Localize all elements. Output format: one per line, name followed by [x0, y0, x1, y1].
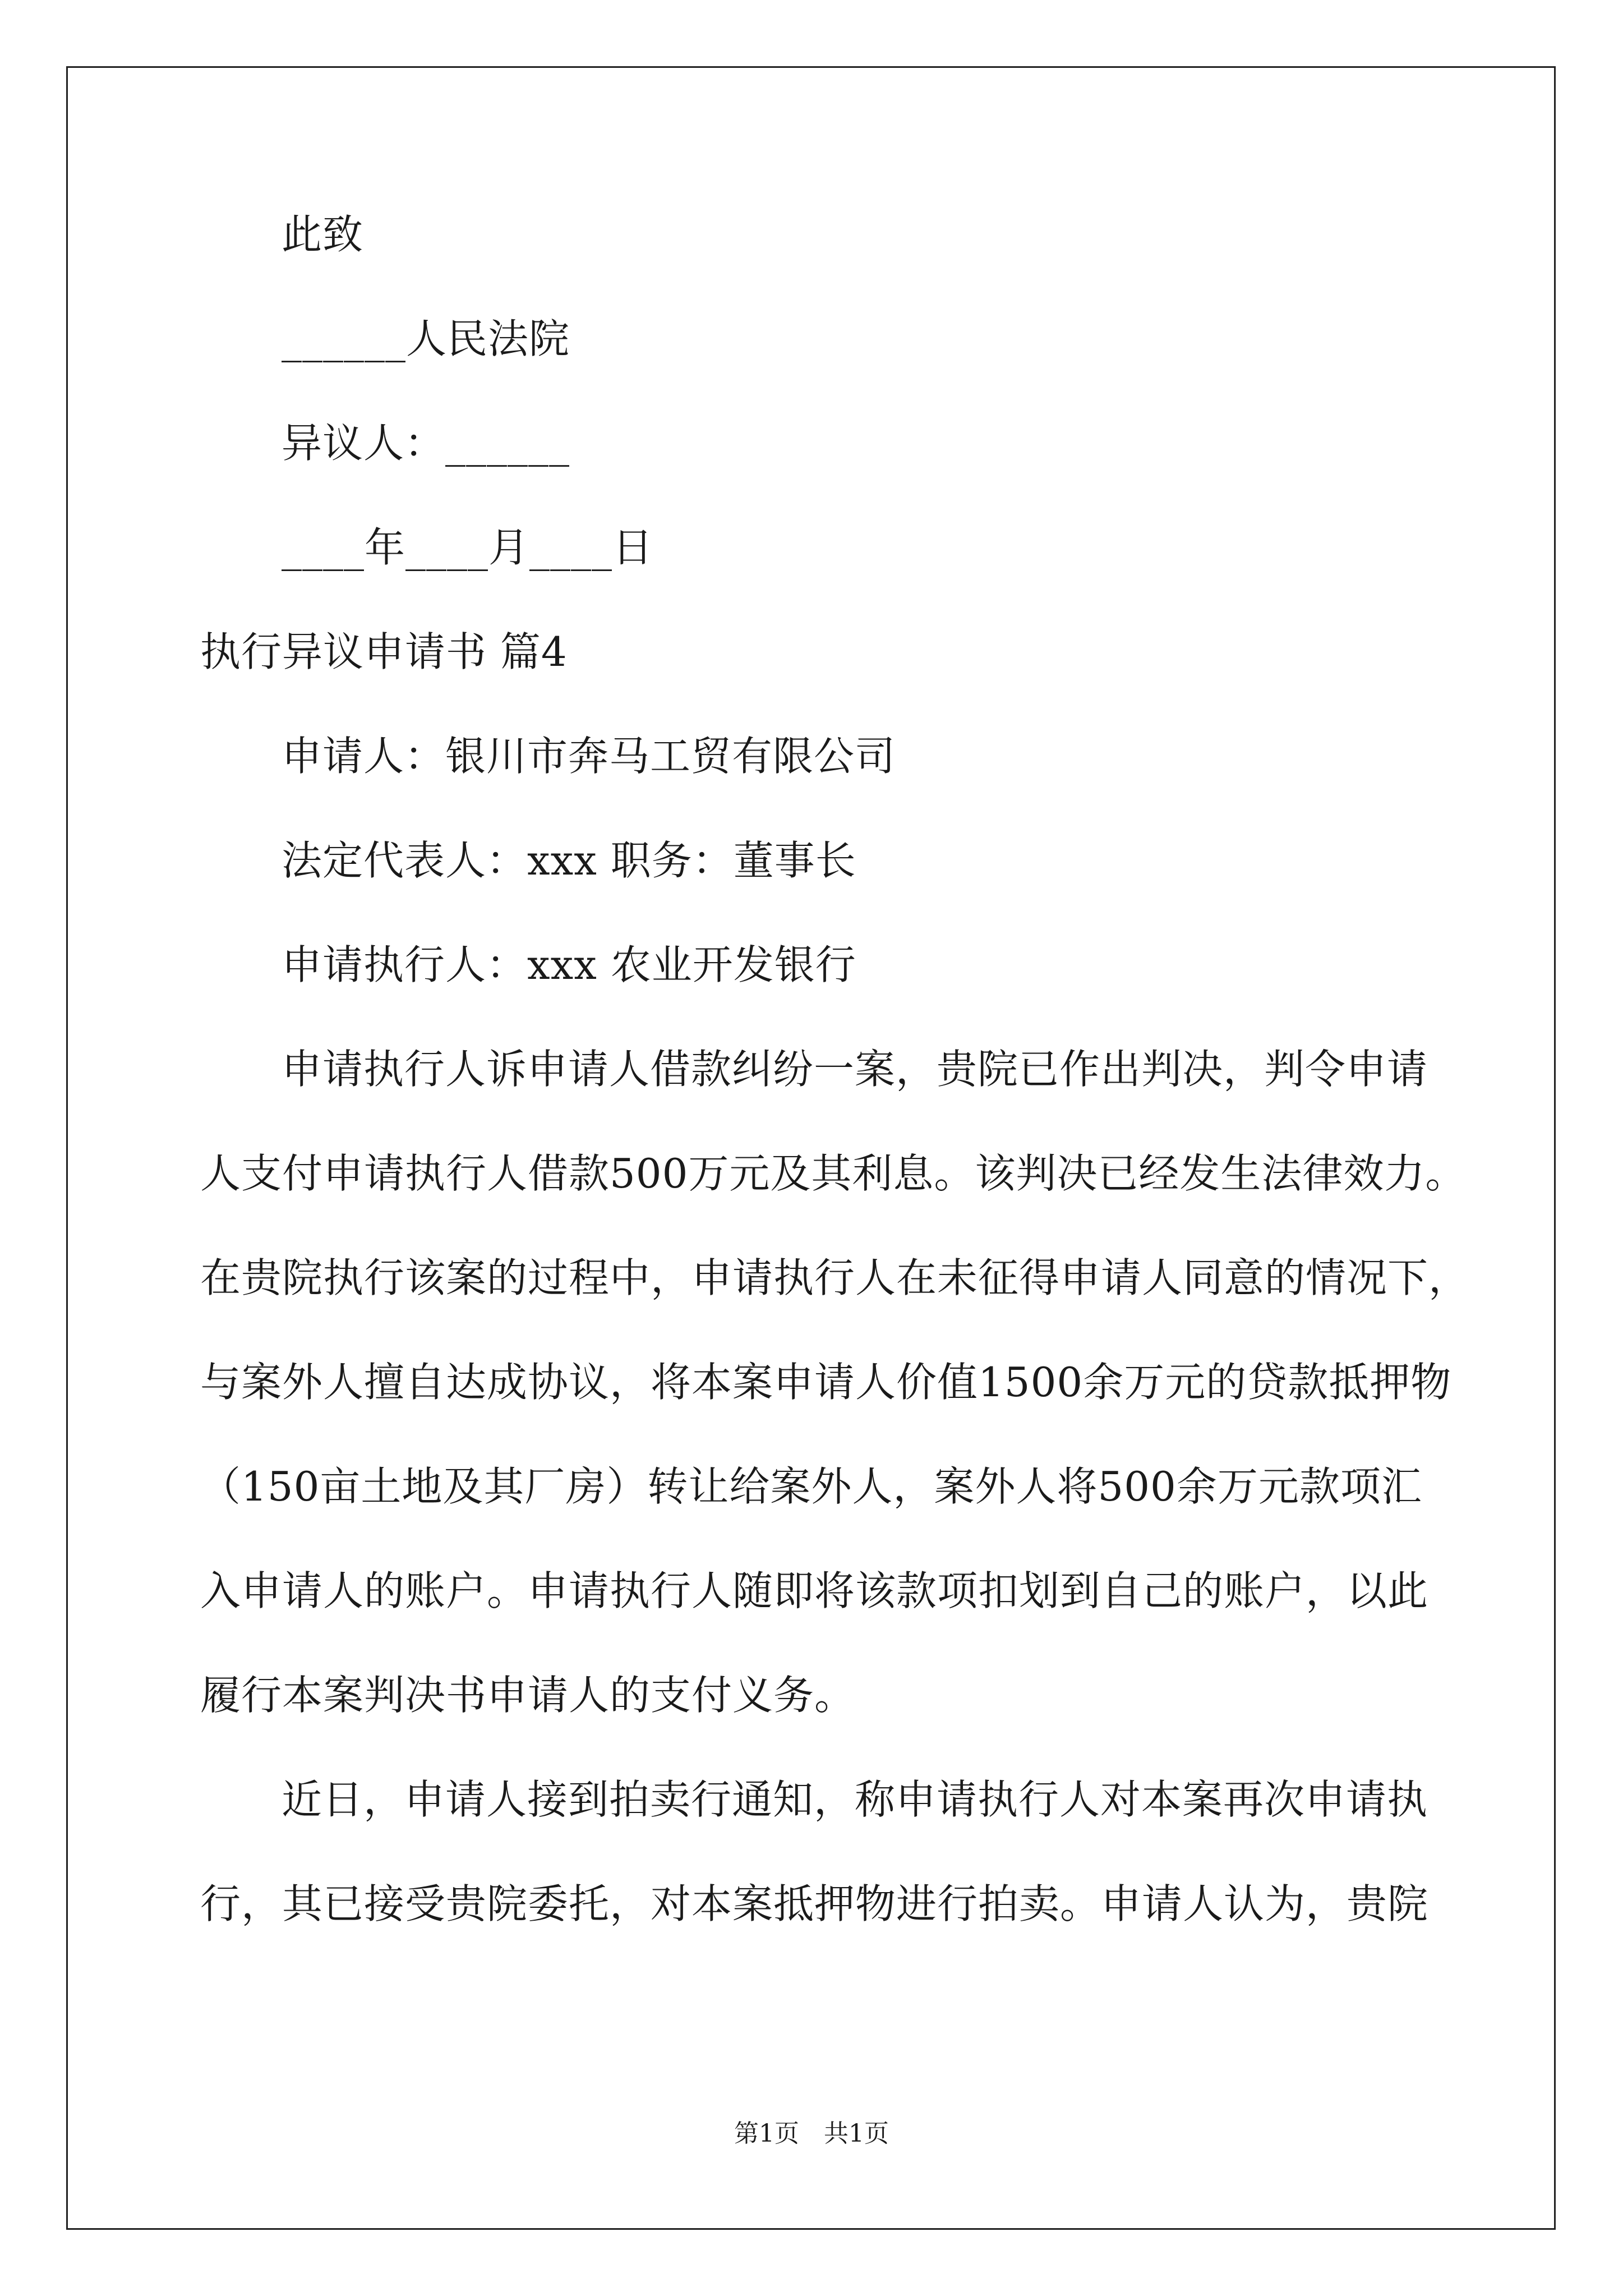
body-line: 与案外人擅自达成协议，将本案申请人价值1500余万元的贷款抵押物	[200, 1359, 1452, 1406]
party-executor: 申请执行人：xxx 农业开发银行	[282, 941, 856, 988]
body-line: （150亩土地及其厂房）转让给案外人，案外人将500余万元款项汇	[200, 1463, 1422, 1510]
body-line: 近日，申请人接到拍卖行通知，称申请执行人对本案再次申请执	[282, 1776, 1428, 1823]
body-line: 人支付申请执行人借款500万元及其利息。该判决已经发生法律效力。	[200, 1150, 1467, 1197]
body-line: 申请执行人诉申请人借款纠纷一案，贵院已作出判决，判令申请	[282, 1046, 1428, 1093]
party-legal-rep: 法定代表人：xxx 职务：董事长	[282, 837, 856, 884]
body-line: 行，其已接受贵院委托，对本案抵押物进行拍卖。申请人认为，贵院	[200, 1880, 1429, 1927]
closing-date: ____年____月____日	[282, 524, 654, 571]
body-line: 履行本案判决书申请人的支付义务。	[200, 1672, 856, 1719]
body-line: 入申请人的账户。申请执行人随即将该款项扣划到自己的账户，以此	[200, 1567, 1429, 1614]
body-line: 在贵院执行该案的过程中，申请执行人在未征得申请人同意的情况下，	[200, 1254, 1470, 1301]
page-footer: 第1页 共1页	[734, 2119, 889, 2148]
section-title: 执行异议申请书 篇4	[200, 628, 568, 675]
closing-court: ______人民法院	[282, 315, 570, 362]
party-applicant: 申请人：银川市奔马工贸有限公司	[282, 733, 896, 780]
closing-objector: 异议人：______	[282, 420, 570, 467]
closing-salutation: 此致	[282, 211, 364, 258]
